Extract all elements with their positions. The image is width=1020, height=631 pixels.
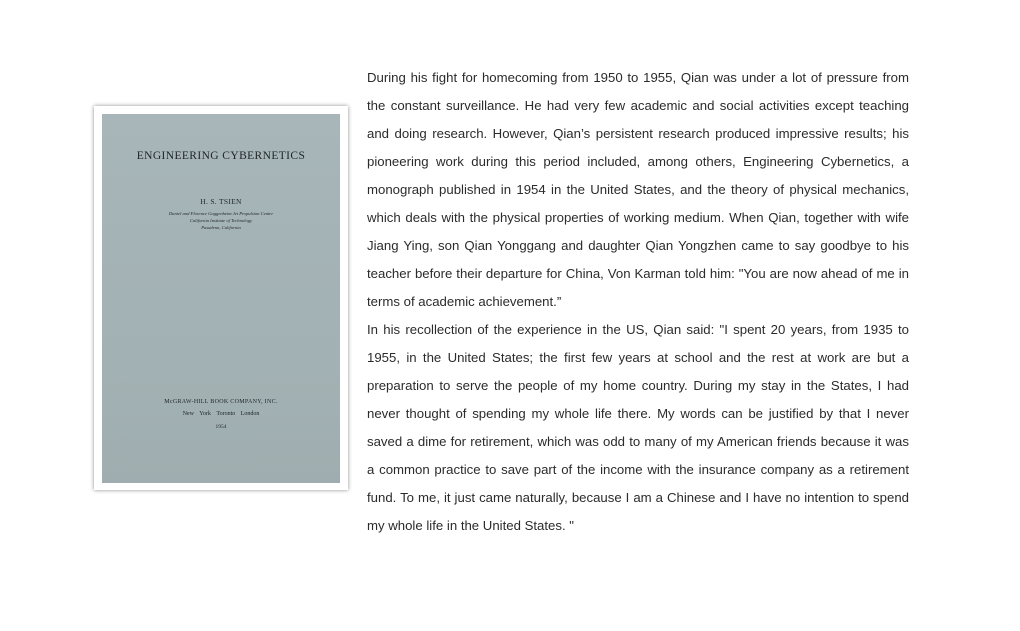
article-text — [367, 64, 909, 540]
publisher-cities: New York Toronto London — [182, 411, 260, 417]
author-affiliation-line: California Institute of Technology — [189, 218, 253, 223]
book-author: H. S. TSIEN — [200, 197, 242, 206]
book-publisher: McGRAW-HILL BOOK COMPANY, INC. — [164, 399, 278, 405]
publication-year: 1954 — [215, 424, 227, 430]
book-title-page-photo — [94, 106, 348, 490]
article-paragraph: In his recollection of the experience in the US, Qian said: "I spent 20 years, from 1935 to 1955, in the United States; the first few years at school and the rest at work are but a preparation to serve the people of my home country. During my stay in the States, I had never thought of spending my whole life there. My words can be justified by that I never saved a dime for retirement, which was odd to many of my American friends because it was a common practice to save part of the income with the insurance company as a retirement fund. To me, it just came naturally, because I am a Chinese and I have no intention to spend my whole life in the United States. " — [367, 322, 909, 533]
article-paragraph: During his fight for homecoming from 1950 to 1955, Qian was under a lot of pressure from the constant surveillance. He had very few academic and social activities except teaching and doing research. However, Qian’s persistent research produced impressive results; his pioneering work during this period included, among others, Engineering Cybernetics, a monograph published in 1954 in the United States, and the theory of physical mechanics, which deals with the physical properties of working medium. When Qian, together with wife Jiang Ying, son Qian Yonggang and daughter Qian Yongzhen came to say goodbye to his teacher before their departure for China, Von Karman told him: "You are now ahead of me in terms of academic achievement.” — [367, 70, 909, 309]
book-title: ENGINEERING CYBERNETICS — [136, 150, 306, 162]
book-title-page — [102, 114, 340, 483]
author-affiliation-line: Pasadena, California — [201, 225, 241, 230]
author-affiliation-line: Daniel and Florence Guggenheim Jet Propulsion Center — [168, 211, 274, 216]
